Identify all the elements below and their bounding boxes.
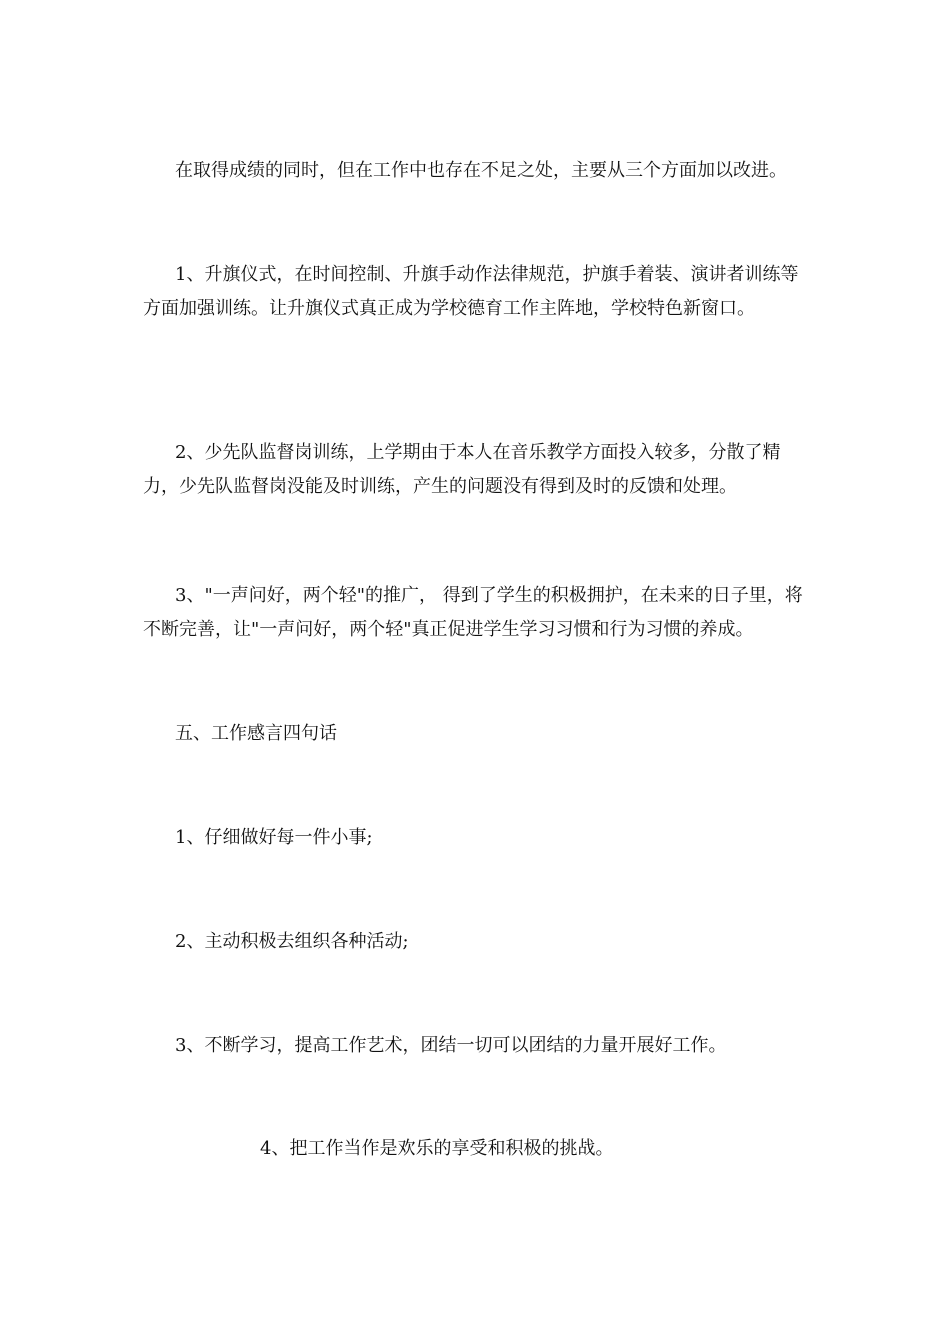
saying-item-1: 1、仔细做好每一件小事; [175,827,373,848]
intro-paragraph: 在取得成绩的同时，但在工作中也存在不足之处，主要从三个方面加以改进。 [175,160,787,181]
improvement-item-1: 1、升旗仪式，在时间控制、升旗手动作法律规范，护旗手着装、演讲者训练等方面加强训练。让升旗仪式真正成为学校德育工作主阵地，学校特色新窗口。 [143,264,799,319]
improvement-item-3: 3、"一声问好，两个轻"的推广， 得到了学生的积极拥护，在未来的日子里，将不断完善，让"一声问好，两个轻"真正促进学生学习习惯和行为习惯的养成。 [143,585,803,640]
saying-item-2: 2、主动积极去组织各种活动; [175,931,409,952]
section-title: 五、工作感言四句话 [175,723,337,744]
saying-item-4: 4、把工作当作是欢乐的享受和积极的挑战。 [260,1138,614,1159]
improvement-item-2: 2、少先队监督岗训练，上学期由于本人在音乐教学方面投入较多，分散了精力，少先队监督岗没能及时训练，产生的问题没有得到及时的反馈和处理。 [143,442,781,497]
saying-item-3: 3、不断学习，提高工作艺术，团结一切可以团结的力量开展好工作。 [175,1035,727,1056]
